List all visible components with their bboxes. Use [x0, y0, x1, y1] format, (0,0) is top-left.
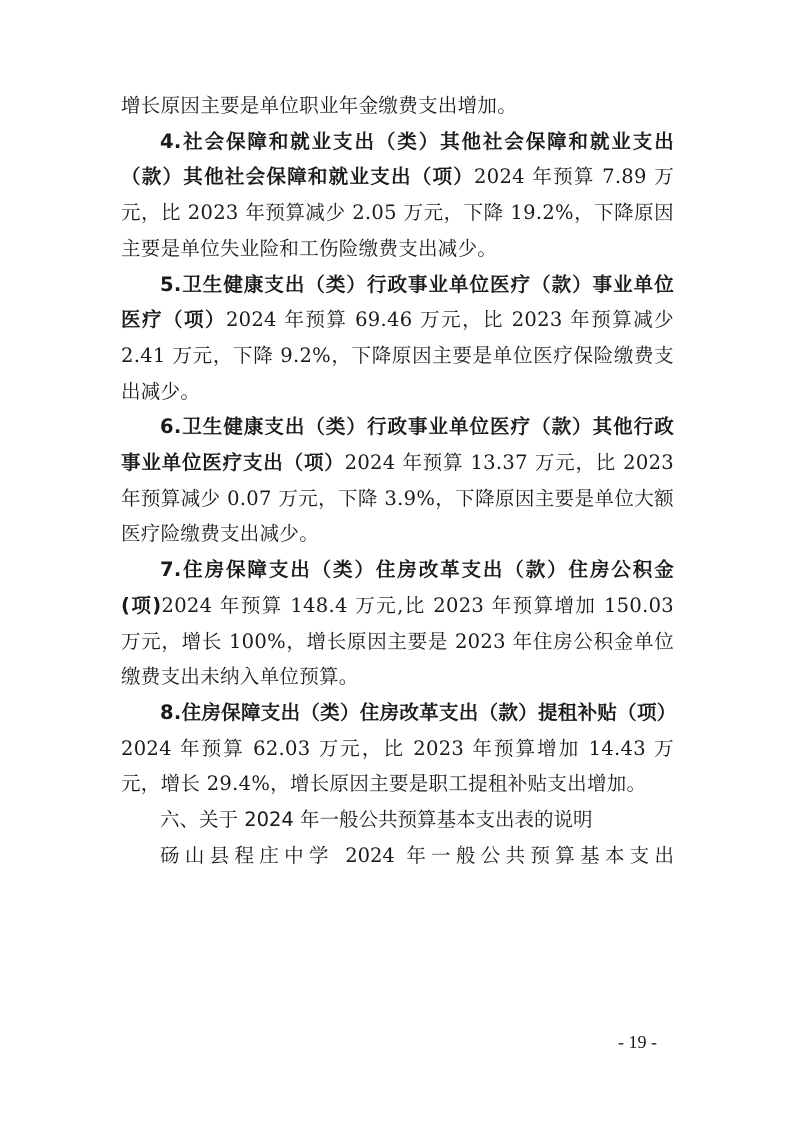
- item-heading: 6.卫生健康支出（类）行政事业单位医疗（款）其他行政事业单位医疗支出（项）: [121, 415, 674, 475]
- item-text: 2024 年预算 148.4 万元,比 2023 年预算增加 150.03 万元，增长 100%，增长原因主要是 2023 年住房公积金单位缴费支出未纳入单位预算。: [121, 593, 675, 689]
- paragraph-item-7: [121, 552, 674, 695]
- document-body: [121, 88, 677, 873]
- item-text: 2024 年预算 7.89 万元，比 2023 年预算减少 2.05 万元，下降 19.2%，下降原因主要是单位失业险和工伤险缴费支出减少。: [121, 165, 674, 260]
- item-heading: 7.住房保障支出（类）住房改革支出（款）住房公积金(项): [121, 558, 674, 617]
- paragraph-start: 砀山县程庄中学 2024 年一般公共预算基本支出: [160, 843, 674, 867]
- paragraph-item-4: [121, 124, 674, 267]
- paragraph-text: 增长原因主要是单位职业年金缴费支出增加。: [121, 94, 518, 117]
- paragraph-item-5: [121, 267, 674, 410]
- item-heading: 5.卫生健康支出（类）行政事业单位医疗（款）事业单位医疗（项）: [121, 272, 674, 332]
- item-text: 2024 年预算 69.46 万元，比 2023 年预算减少 2.41 万元，下降 9.2%，下降原因主要是单位医疗保险缴费支出减少。: [121, 308, 674, 403]
- paragraph-item-8: [121, 695, 677, 802]
- item-heading: 4.社会保障和就业支出（类）其他社会保障和就业支出（款）其他社会保障和就业支出（项）: [121, 129, 674, 189]
- item-text: 2024 年预算 62.03 万元，比 2023 年预算增加 14.43 万元，增长 29.4%，增长原因主要是职工提租补贴支出增加。: [121, 736, 674, 796]
- item-text: 2024 年预算 13.37 万元，比 2023 年预算减少 0.07 万元，下降 3.9%，下降原因主要是单位大额医疗险缴费支出减少。: [121, 451, 674, 546]
- paragraph-continuation: [121, 88, 674, 124]
- item-heading: 8.住房保障支出（类）住房改革支出（款）提租补贴（项）: [160, 700, 677, 724]
- page-number: - 19 -: [618, 1032, 657, 1052]
- section-heading: 六、关于 2024 年一般公共预算基本支出表的说明: [160, 808, 593, 832]
- paragraph-item-6: [121, 409, 674, 552]
